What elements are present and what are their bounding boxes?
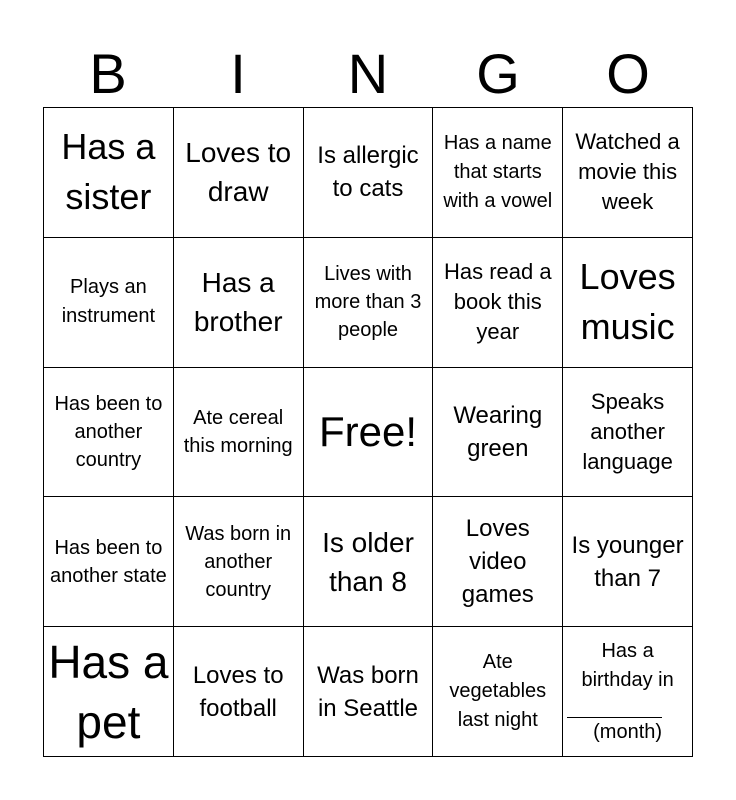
cell-text: Has a brother bbox=[193, 267, 283, 338]
bingo-cell[interactable] bbox=[174, 238, 304, 368]
header-letter-g: G bbox=[476, 42, 520, 105]
cell-text: Has a sister bbox=[61, 126, 156, 218]
bingo-cell[interactable] bbox=[174, 108, 304, 238]
header-letter-n: N bbox=[347, 42, 389, 105]
cell-text: Is younger than 7 bbox=[571, 531, 684, 592]
cell-text: Was born in another country bbox=[185, 522, 292, 601]
bingo-cell[interactable] bbox=[563, 497, 693, 627]
cell-text: Lives with more than 3 people bbox=[314, 263, 422, 342]
cell-text: Has a name that starts with a vowel bbox=[443, 131, 553, 212]
cell-text: Ate vegetables last night bbox=[449, 651, 547, 732]
cell-text: Ate cereal this morning bbox=[183, 406, 293, 457]
bingo-cell[interactable] bbox=[433, 497, 563, 627]
bingo-cell[interactable] bbox=[304, 497, 434, 627]
cell-text: Has been to another country bbox=[54, 392, 163, 471]
bingo-cell[interactable] bbox=[174, 627, 304, 757]
cell-text: Loves music bbox=[579, 256, 676, 348]
cell-text: Has read a book this year bbox=[443, 259, 552, 345]
bingo-cell[interactable] bbox=[563, 108, 693, 238]
cell-text: Has been to another state bbox=[50, 536, 167, 587]
bingo-cell[interactable] bbox=[174, 368, 304, 498]
cell-text: Wearing green bbox=[453, 401, 543, 462]
cell-text: Loves video games bbox=[461, 515, 534, 609]
cell-text: Plays an instrument bbox=[61, 276, 156, 328]
bingo-cell[interactable] bbox=[433, 238, 563, 368]
cell-text: Is older than 8 bbox=[322, 526, 414, 597]
cell-text: Is allergic to cats bbox=[317, 142, 419, 203]
bingo-cell[interactable] bbox=[44, 497, 174, 627]
bingo-cell[interactable] bbox=[44, 108, 174, 238]
bingo-cell[interactable] bbox=[433, 627, 563, 757]
cell-text: Watched a movie this week bbox=[575, 129, 680, 215]
cell-text: Was born in Seattle bbox=[317, 661, 419, 722]
header-letter-o: O bbox=[606, 42, 650, 105]
bingo-cell[interactable] bbox=[174, 497, 304, 627]
bingo-cell[interactable] bbox=[304, 108, 434, 238]
birthday-cell-content bbox=[567, 637, 688, 747]
cell-text: Has a pet bbox=[48, 635, 169, 748]
bingo-cell[interactable] bbox=[44, 627, 174, 757]
bingo-cell[interactable] bbox=[44, 238, 174, 368]
bingo-card-grid bbox=[43, 107, 693, 757]
bingo-cell[interactable] bbox=[433, 368, 563, 498]
bingo-cell[interactable] bbox=[44, 368, 174, 498]
free-space-text: Free! bbox=[318, 407, 417, 455]
bingo-cell-birthday[interactable] bbox=[563, 627, 693, 757]
month-blank-line bbox=[567, 695, 662, 718]
header-letter-b: B bbox=[89, 42, 127, 105]
cell-text: Loves to draw bbox=[185, 137, 292, 208]
header-letter-i: I bbox=[230, 42, 246, 105]
bingo-header bbox=[43, 40, 693, 108]
bingo-cell[interactable] bbox=[563, 368, 693, 498]
month-hint-text: (month) bbox=[593, 720, 663, 743]
bingo-cell[interactable] bbox=[433, 108, 563, 238]
bingo-cell[interactable] bbox=[304, 238, 434, 368]
cell-text: Loves to football bbox=[192, 661, 284, 722]
cell-text: Has a birthday in bbox=[581, 639, 674, 691]
bingo-cell[interactable] bbox=[563, 238, 693, 368]
bingo-cell[interactable] bbox=[304, 627, 434, 757]
cell-text: Speaks another language bbox=[582, 388, 673, 474]
free-space-cell[interactable] bbox=[304, 368, 434, 498]
